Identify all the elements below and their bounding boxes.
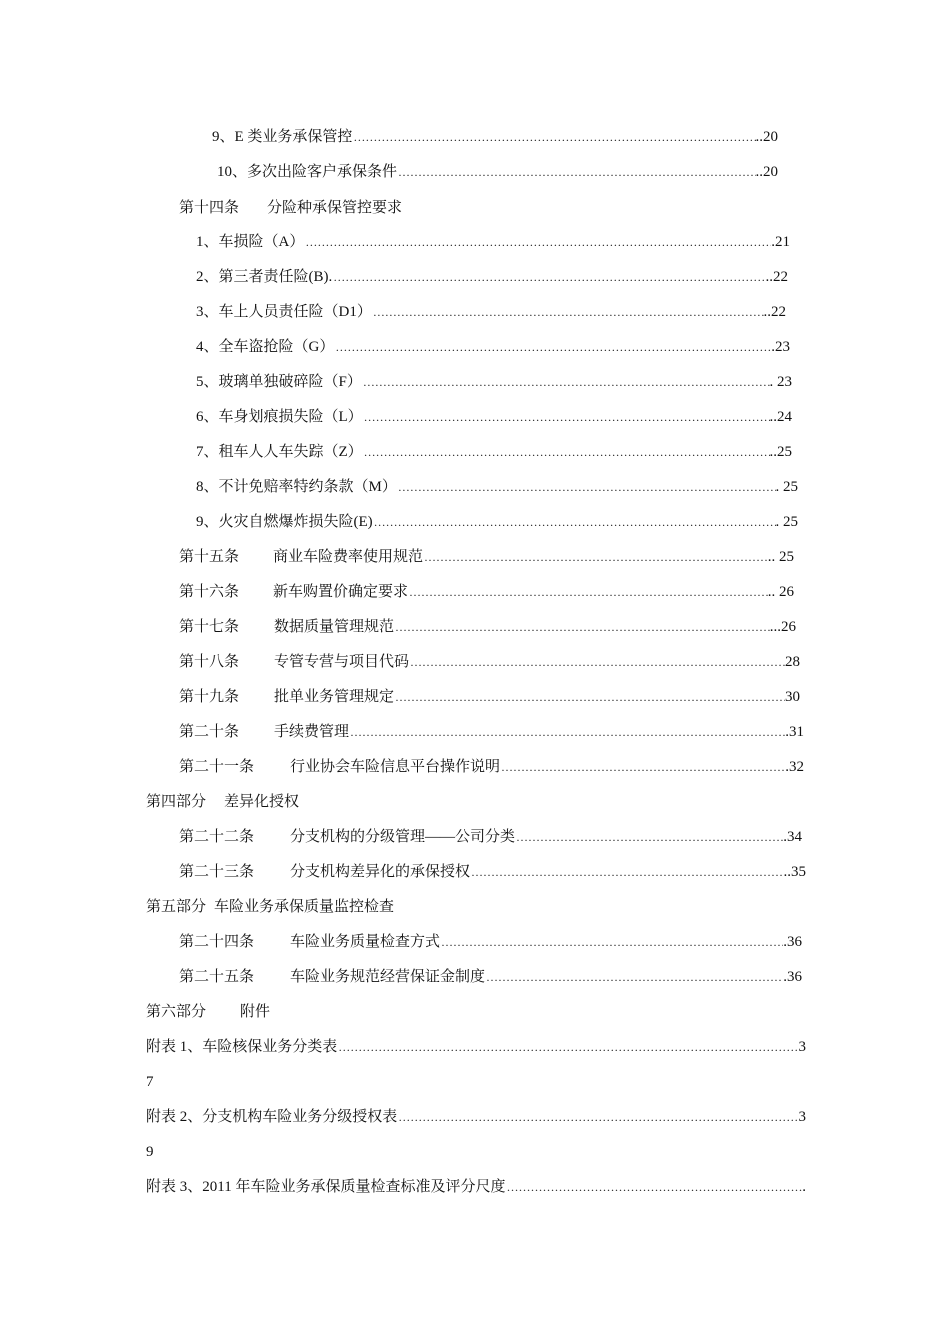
toc-page: . 25	[775, 514, 798, 530]
toc-page: 28	[785, 654, 800, 670]
page-number-wrap: 7	[146, 1074, 154, 1090]
toc-label: 6、车身划痕损失险（L）	[196, 409, 363, 425]
part-heading: 第五部分 车险业务承保质量监控检查	[146, 899, 395, 915]
toc-entry[interactable]	[196, 302, 786, 322]
toc-page: 3	[798, 1109, 806, 1125]
toc-entry[interactable]	[179, 757, 804, 777]
toc-entry[interactable]	[179, 967, 802, 987]
leader-dots	[349, 722, 785, 742]
leader-dots	[440, 932, 783, 952]
toc-label: 1、车损险（A）	[196, 234, 305, 250]
leader-dots	[394, 617, 770, 637]
leader-dots	[505, 1177, 802, 1197]
toc-label: 9、火灾自燃爆炸损失险(E)	[196, 514, 373, 530]
toc-page: ..20	[755, 164, 778, 180]
toc-entry[interactable]	[196, 232, 790, 252]
appendix-entry[interactable]	[146, 1037, 806, 1057]
leader-dots	[397, 162, 755, 182]
toc-entry[interactable]	[196, 337, 790, 357]
toc-page: .31	[785, 724, 804, 740]
toc-page: .	[802, 1179, 806, 1195]
appendix-entry[interactable]	[146, 1107, 806, 1127]
leader-dots	[408, 582, 768, 602]
toc-label: 附表 2、分支机构车险业务分级授权表	[146, 1109, 398, 1125]
toc-label: 5、玻璃单独破碎险（F）	[196, 374, 362, 390]
leader-dots	[500, 757, 785, 777]
toc-label: 4、全车盗抢险（G）	[196, 339, 335, 355]
toc-label: 10、多次出险客户承保条件	[217, 164, 398, 180]
toc-page: .34	[783, 829, 802, 845]
toc-page: .32	[785, 759, 804, 775]
toc-label: 9、E 类业务承保管控	[212, 129, 353, 145]
toc-entry[interactable]	[179, 582, 794, 602]
toc-label: 3、车上人员责任险（D1）	[196, 304, 372, 320]
toc-page: ..35	[783, 864, 806, 880]
article-title: 分险种承保管控要求	[267, 200, 403, 216]
toc-page: .23	[771, 339, 790, 355]
toc-entry[interactable]	[196, 267, 788, 287]
toc-entry[interactable]	[179, 617, 796, 637]
part-heading: 第四部分 差异化授权	[146, 794, 300, 810]
toc-page: ...26	[769, 619, 796, 635]
toc-page: 30	[785, 689, 800, 705]
leader-dots	[334, 337, 771, 357]
toc-page: .36	[783, 969, 802, 985]
toc-entry[interactable]	[196, 512, 798, 532]
article-heading	[179, 198, 402, 218]
toc-entry[interactable]	[196, 477, 798, 497]
leader-dots	[337, 1037, 798, 1057]
toc-label: 第十五条 商业车险费率使用规范	[179, 549, 424, 565]
toc-label: 第十八条 专管专营与项目代码	[179, 654, 410, 670]
toc-page: ..20	[755, 129, 778, 145]
toc-entry[interactable]	[196, 442, 792, 462]
toc-label: 附表 1、车险核保业务分类表	[146, 1039, 338, 1055]
toc-label: 第二十二条 分支机构的分级管理——公司分类	[179, 829, 516, 845]
article-number: 第十四条	[179, 200, 240, 216]
toc-entry[interactable]	[196, 372, 792, 392]
toc-page: . 23	[769, 374, 792, 390]
leader-dots	[362, 372, 770, 392]
leader-dots	[373, 512, 776, 532]
toc-label: 2、第三者责任险(B).	[196, 269, 333, 285]
toc-entry[interactable]	[196, 407, 792, 427]
toc-entry[interactable]	[179, 932, 802, 952]
toc-page: .. 25	[767, 549, 794, 565]
leader-dots	[372, 302, 764, 322]
toc-label: 第十九条 批单业务管理规定	[179, 689, 395, 705]
leader-dots	[394, 687, 785, 707]
leader-dots	[397, 1107, 798, 1127]
appendix-entry[interactable]	[146, 1177, 806, 1197]
toc-entry[interactable]	[179, 687, 800, 707]
toc-label: 8、不计免赔率特约条款（M）	[196, 479, 397, 495]
toc-label: 第十七条 数据质量管理规范	[179, 619, 395, 635]
page-number-wrap: 9	[146, 1144, 154, 1160]
leader-dots	[485, 967, 783, 987]
toc-entry[interactable]	[179, 827, 802, 847]
leader-dots	[397, 477, 776, 497]
toc-page: .. 26	[767, 584, 794, 600]
toc-page: .36	[783, 934, 802, 950]
leader-dots	[332, 267, 765, 287]
toc-entry[interactable]	[212, 127, 778, 147]
toc-page: ..25	[769, 444, 792, 460]
toc-page: ..22	[765, 269, 788, 285]
toc-label: 第二十三条 分支机构差异化的承保授权	[179, 864, 471, 880]
toc-label: 第二十条 手续费管理	[179, 724, 350, 740]
toc-page: 3	[798, 1039, 806, 1055]
leader-dots	[352, 127, 755, 147]
part-heading: 第六部分 附件	[146, 1004, 271, 1020]
leader-dots	[363, 407, 770, 427]
leader-dots	[515, 827, 783, 847]
toc-page: . 25	[775, 479, 798, 495]
toc-entry[interactable]	[217, 162, 778, 182]
toc-page: ..24	[769, 409, 792, 425]
toc-page: ..22	[763, 304, 786, 320]
leader-dots	[470, 862, 783, 882]
toc-label: 附表 3、2011 年车险业务承保质量检查标准及评分尺度	[146, 1179, 506, 1195]
toc-label: 第二十一条 行业协会车险信息平台操作说明	[179, 759, 501, 775]
toc-page: .21	[771, 234, 790, 250]
leader-dots	[423, 547, 768, 567]
toc-label: 7、租车人人车失踪（Z）	[196, 444, 363, 460]
toc-label: 第十六条 新车购置价确定要求	[179, 584, 409, 600]
toc-label: 第二十五条 车险业务规范经营保证金制度	[179, 969, 486, 985]
toc-label: 第二十四条 车险业务质量检查方式	[179, 934, 441, 950]
toc-entry[interactable]	[179, 652, 800, 672]
leader-dots	[304, 232, 771, 252]
toc-entry[interactable]	[179, 547, 794, 567]
leader-dots	[409, 652, 785, 672]
leader-dots	[363, 442, 770, 462]
toc-entry[interactable]	[179, 722, 804, 742]
toc-entry[interactable]	[179, 862, 806, 882]
